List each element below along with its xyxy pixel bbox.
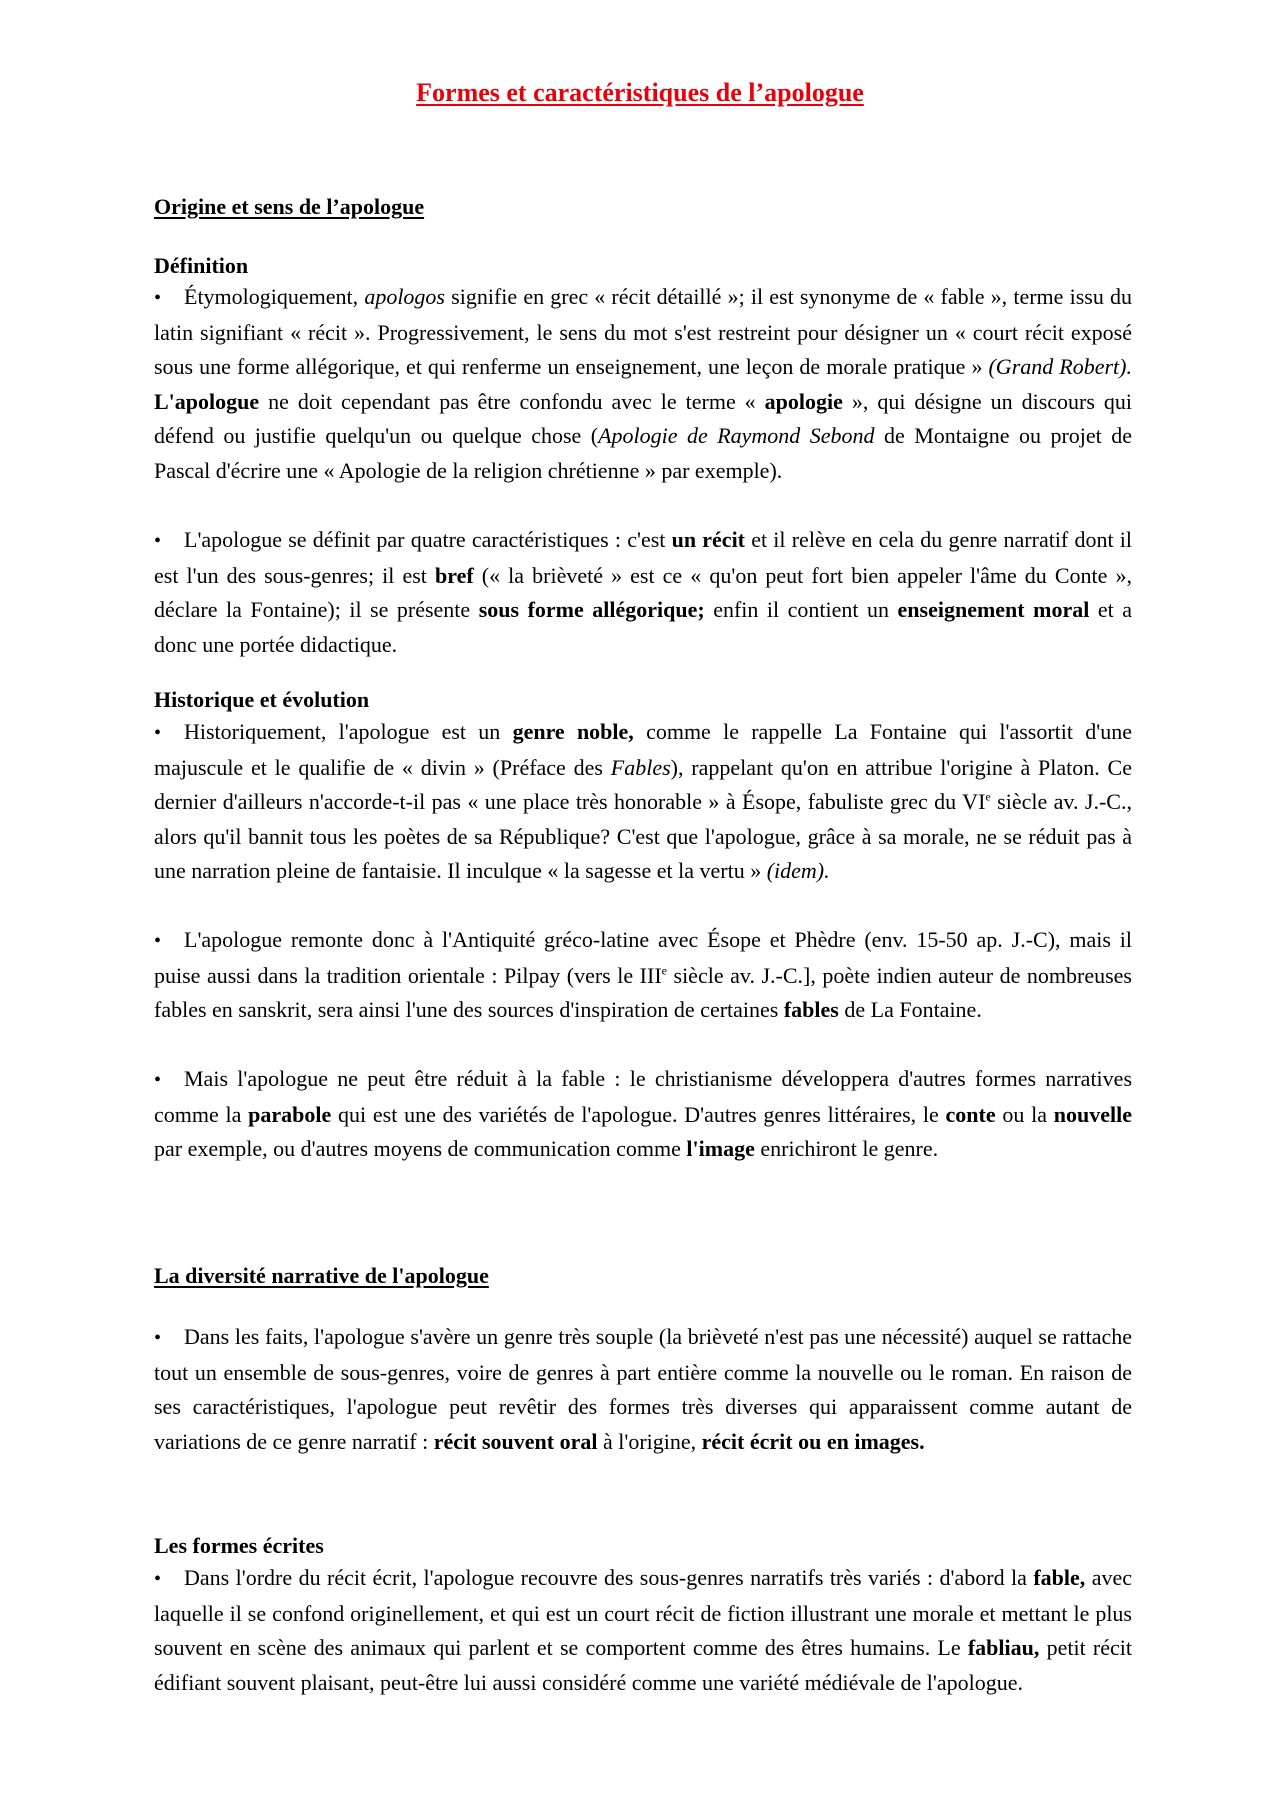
section-heading-diversite: La diversité narrative de l'apologue (154, 1263, 489, 1288)
paragraph-diversity-1: •Dans les faits, l'apologue s'avère un genre très souple (la brièveté n'est pas une nécessité) auquel se rattache tout un ensemble de sous-genres, voire de genres à part entière comme la nouvelle ou le roman. En raison de ses caractéristiques, l'apologue peut revêtir des formes très diverses qui apparaissent comme autant de variations de ce genre narratif : récit souvent oral à l'origine, récit écrit ou en images. (154, 1320, 1132, 1459)
paragraph-history-2: •L'apologue remonte donc à l'Antiquité gréco-latine avec Ésope et Phèdre (env. 15-50 ap. J.-C), mais il puise aussi dans la tradition orientale : Pilpay (vers le IIIe siècle av. J.-C.], poète indien auteur de nombreuses fables en sanskrit, sera ainsi l'une des sources d'inspiration de certaines fables de La Fontaine. (154, 923, 1132, 1028)
bullet-icon (154, 715, 184, 751)
bullet-icon (154, 523, 184, 559)
bullet-icon (154, 1561, 184, 1597)
page-title: Formes et caractéristiques de l’apologue (416, 78, 864, 107)
bullet-icon (154, 280, 184, 316)
paragraph-written-1: •Dans l'ordre du récit écrit, l'apologue recouvre des sous-genres narratifs très variés : d'abord la fable, avec laquelle il se confond originellement, et qui est un court récit de fiction illustrant une morale et mettant le plus souvent en scène des animaux qui parlent et se comportent comme des êtres humains. Le fabliau, petit récit édifiant souvent plaisant, peut-être lui aussi considéré comme une variété médiévale de l'apologue. (154, 1561, 1132, 1700)
paragraph-definition-1: •Étymologiquement, apologos signifie en grec « récit détaillé »; il est synonyme de « fable », terme issu du latin signifiant « récit ». Progressivement, le sens du mot s'est restreint pour désigner un « court récit exposé sous une forme allégorique, et qui renferme un enseignement, une leçon de morale pratique » (Grand Robert). L'apologue ne doit cependant pas être confondu avec le terme « apologie », qui désigne un discours qui défend ou justifie quelqu'un ou quelque chose (Apologie de Raymond Sebond de Montaigne ou projet de Pascal d'écrire une « Apologie de la religion chrétienne » par exemple). (154, 280, 1132, 489)
paragraph-history-3: •Mais l'apologue ne peut être réduit à la fable : le christianisme développera d'autres formes narratives comme la parabole qui est une des variétés de l'apologue. D'autres genres littéraires, le conte ou la nouvelle par exemple, ou d'autres moyens de communication comme l'image enrichiront le genre. (154, 1062, 1132, 1167)
subheading-formes-ecrites: Les formes écrites (154, 1533, 324, 1558)
paragraph-history-1: •Historiquement, l'apologue est un genre noble, comme le rappelle La Fontaine qui l'assortit d'une majuscule et le qualifie de « divin » (Préface des Fables), rappelant qu'on en attribue l'origine à Platon. Ce dernier d'ailleurs n'accorde-t-il pas « une place très honorable » à Ésope, fabuliste grec du VIe siècle av. J.-C., alors qu'il bannit tous les poètes de sa République? C'est que l'apologue, grâce à sa morale, ne se réduit pas à une narration pleine de fantaisie. Il inculque « la sagesse et la vertu » (idem). (154, 715, 1132, 889)
section-heading-origine: Origine et sens de l’apologue (154, 194, 425, 219)
bullet-icon (154, 1320, 184, 1356)
paragraph-definition-2: •L'apologue se définit par quatre caractéristiques : c'est un récit et il relève en cela du genre narratif dont il est l'un des sous-genres; il est bref (« la brièveté » est ce « qu'on peut fort bien appeler l'âme du Conte », déclare la Fontaine); il se présente sous forme allégorique; enfin il contient un enseignement moral et a donc une portée didactique. (154, 523, 1132, 662)
bullet-icon (154, 923, 184, 959)
bullet-icon (154, 1062, 184, 1098)
subheading-definition: Définition (154, 253, 249, 278)
subheading-historique: Historique et évolution (154, 687, 370, 712)
